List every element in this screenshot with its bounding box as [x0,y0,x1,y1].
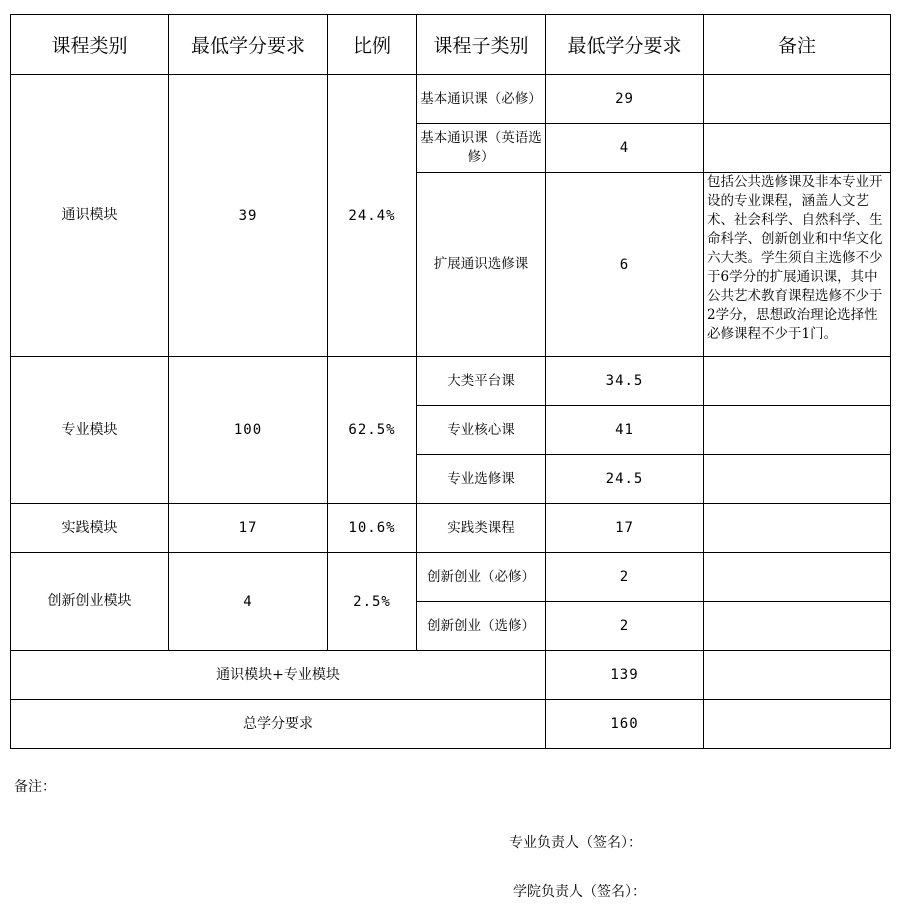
table-header-row [11,15,891,75]
subtotal-label: 通识模块+专业模块 [11,651,546,700]
module-credits: 100 [169,357,328,504]
subcategory-remark [704,357,891,406]
subcategory-remark [704,455,891,504]
table-row [11,75,891,124]
total-remark [704,700,891,749]
subcategory-name: 大类平台课 [417,357,546,406]
header-min-credits: 最低学分要求 [169,15,328,75]
module-ratio: 2.5% [328,553,417,651]
table-row [11,700,891,749]
total-label: 总学分要求 [11,700,546,749]
college-head-signature: 学院负责人（签名）： [513,884,646,900]
subcategory-credits: 29 [546,75,704,124]
subtotal-remark [704,651,891,700]
subcategory-credits: 6 [546,173,704,357]
module-credits: 17 [169,504,328,553]
subcategory-name: 创新创业（选修） [417,602,546,651]
subcategory-name: 专业选修课 [417,455,546,504]
header-subcategory: 课程子类别 [417,15,546,75]
header-sub-min-credits: 最低学分要求 [546,15,704,75]
credit-requirements-table [10,14,891,749]
header-ratio: 比例 [328,15,417,75]
subcategory-remark [704,504,891,553]
subcategory-name: 实践类课程 [417,504,546,553]
module-ratio: 10.6% [328,504,417,553]
subcategory-credits: 2 [546,553,704,602]
module-ratio: 24.4% [328,75,417,357]
major-head-signature: 专业负责人（签名）： [509,835,642,851]
subcategory-remark [704,124,891,173]
footer-note-label: 备注： [14,779,56,795]
table-row [11,357,891,406]
subcategory-name: 基本通识课（必修） [417,75,546,124]
subcategory-name: 专业核心课 [417,406,546,455]
table-row [11,553,891,602]
table-row [11,651,891,700]
module-ratio: 62.5% [328,357,417,504]
subcategory-credits: 4 [546,124,704,173]
subcategory-remark: 包括公共选修课及非本专业开设的专业课程，涵盖人文艺术、社会科学、自然科学、生命科学、创新创业和中华文化六大类。学生须自主选修不少于6学分的扩展通识课，其中公共艺术教育课程选修不少于2学分，思想政治理论选择性必修课程不少于1门。 [704,173,891,357]
subcategory-remark [704,406,891,455]
subcategory-credits: 24.5 [546,455,704,504]
subcategory-remark [704,553,891,602]
module-name: 创新创业模块 [11,553,169,651]
subcategory-credits: 2 [546,602,704,651]
subcategory-credits: 34.5 [546,357,704,406]
table-row [11,504,891,553]
subcategory-remark [704,602,891,651]
subtotal-value: 139 [546,651,704,700]
module-name: 实践模块 [11,504,169,553]
subcategory-name: 扩展通识选修课 [417,173,546,357]
subcategory-remark [704,75,891,124]
subcategory-name: 基本通识课（英语选修） [417,124,546,173]
module-name: 专业模块 [11,357,169,504]
module-name: 通识模块 [11,75,169,357]
module-credits: 4 [169,553,328,651]
total-value: 160 [546,700,704,749]
module-credits: 39 [169,75,328,357]
header-remarks: 备注 [704,15,891,75]
subcategory-name: 创新创业（必修） [417,553,546,602]
subcategory-credits: 41 [546,406,704,455]
subcategory-credits: 17 [546,504,704,553]
header-category: 课程类别 [11,15,169,75]
